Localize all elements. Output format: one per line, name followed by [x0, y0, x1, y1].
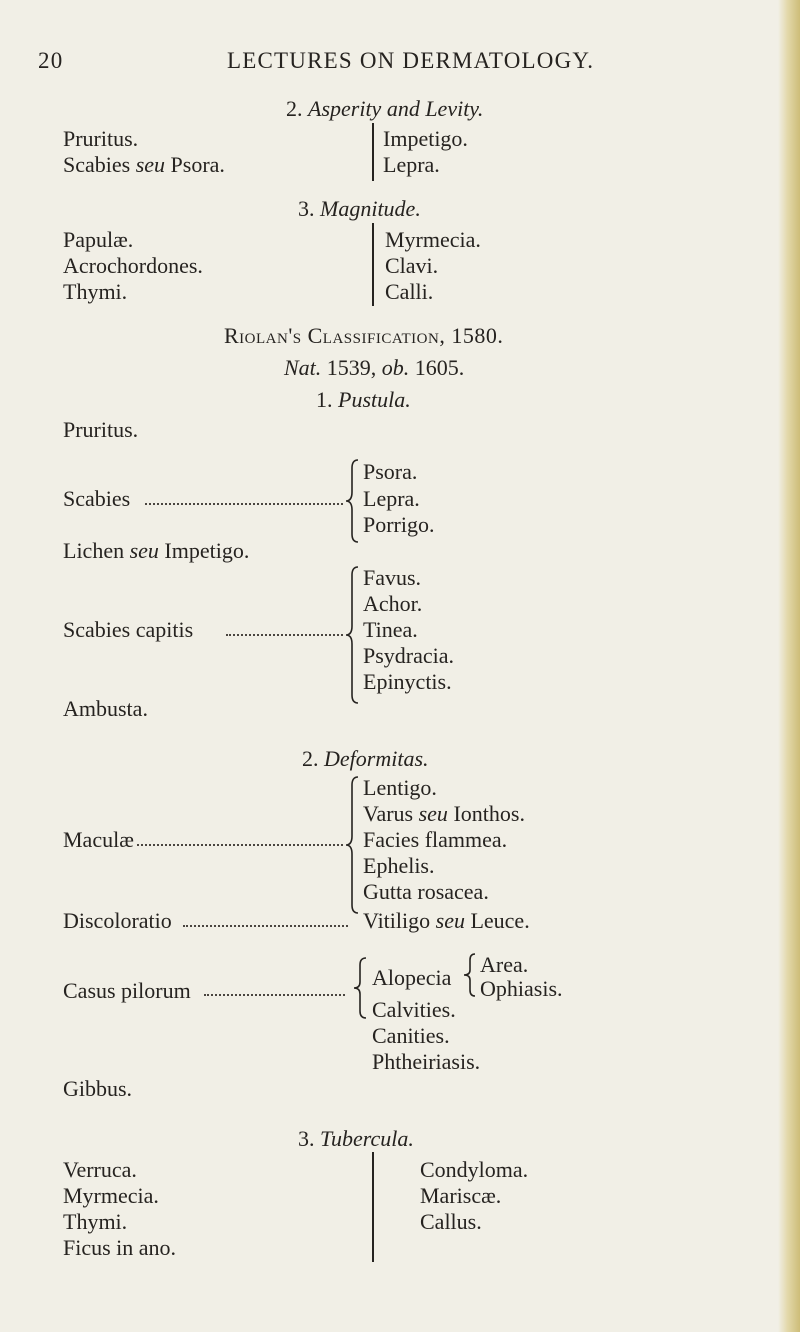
capitis-item-2: Achor.: [363, 591, 423, 616]
maculae-brace: [346, 775, 360, 915]
ambusta-entry: Ambusta.: [63, 696, 148, 721]
magnitude-right-1: Myrmecia.: [385, 227, 481, 252]
asperity-heading: Asperity and Levity.: [308, 96, 484, 121]
lichen-entry: Lichen seu Impetigo.: [63, 538, 250, 563]
maculae-item-2: Varus seu Ionthos.: [363, 801, 525, 826]
scabies-item-2: Lepra.: [363, 486, 420, 511]
tubercula-left-1: Verruca.: [63, 1157, 137, 1182]
casus-brace: [354, 956, 368, 1020]
casus-pilorum-entry: Casus pilorum: [63, 978, 191, 1003]
scabies-item-3: Porrigo.: [363, 512, 435, 537]
deformitas-heading: Deformitas.: [324, 746, 429, 771]
scabies-item-1: Psora.: [363, 459, 418, 484]
maculae-leader: [137, 844, 343, 846]
magnitude-left-2: Acrochordones.: [63, 253, 203, 278]
asperity-left-2: Scabies seu Psora.: [63, 152, 225, 177]
riolan-heading: Riolan's Classification, 1580.: [224, 323, 504, 348]
tubercula-right-2: Mariscæ.: [420, 1183, 502, 1208]
asperity-left-1: Pruritus.: [63, 126, 139, 151]
asperity-title: [286, 98, 483, 120]
capitis-brace: [346, 565, 360, 705]
magnitude-left-1: Papulæ.: [63, 227, 134, 252]
maculae-item-1: Lentigo.: [363, 775, 437, 800]
discoloratio-leader: [183, 925, 348, 927]
alopecia-brace: [464, 952, 476, 998]
pustula-number: 1.: [316, 387, 333, 412]
riolan-dates: Nat. 1539, ob. 1605.: [284, 355, 465, 380]
capitis-item-1: Favus.: [363, 565, 422, 590]
discoloratio-entry: Discoloratio: [63, 908, 172, 933]
maculae-item-3: Facies flammea.: [363, 827, 508, 852]
gibbus-entry: Gibbus.: [63, 1076, 133, 1101]
tubercula-number: 3.: [298, 1126, 315, 1151]
asperity-right-1: Impetigo.: [383, 126, 468, 151]
pruritus-entry: Pruritus.: [63, 417, 139, 442]
casus-leader: [204, 994, 345, 996]
tubercula-right-1: Condyloma.: [420, 1157, 529, 1182]
page-number: 20: [38, 48, 64, 73]
phtheiriasis-entry: Phtheiriasis.: [372, 1049, 481, 1074]
tubercula-left-4: Ficus in ano.: [63, 1235, 177, 1260]
page-edge: [778, 0, 800, 1332]
maculae-item-4: Ephelis.: [363, 853, 435, 878]
alopecia-item-2: Ophiasis.: [480, 976, 563, 1001]
tubercula-left-2: Myrmecia.: [63, 1183, 159, 1208]
asperity-divider: [372, 123, 374, 181]
asperity-right-2: Lepra.: [383, 152, 440, 177]
asperity-number: 2.: [286, 96, 303, 121]
alopecia-entry: Alopecia: [372, 965, 452, 990]
vitiligo-entry: Vitiligo seu Leuce.: [363, 908, 530, 933]
running-title: LECTURES ON DERMATOLOGY.: [227, 48, 595, 73]
maculae-entry: Maculæ: [63, 827, 134, 852]
tubercula-right-3: Callus.: [420, 1209, 482, 1234]
pustula-title: [316, 389, 411, 411]
tubercula-title: [298, 1128, 414, 1150]
deformitas-number: 2.: [302, 746, 319, 771]
pustula-heading: Pustula.: [338, 387, 411, 412]
capitis-item-5: Epinyctis.: [363, 669, 452, 694]
tubercula-left-3: Thymi.: [63, 1209, 128, 1234]
scabies-entry: Scabies: [63, 486, 131, 511]
magnitude-heading: Magnitude.: [320, 196, 421, 221]
calvities-entry: Calvities.: [372, 997, 456, 1022]
scabies-brace: [346, 458, 360, 544]
tubercula-heading: Tubercula.: [320, 1126, 414, 1151]
scabies-leader: [145, 503, 343, 505]
capitis-item-3: Tinea.: [363, 617, 418, 642]
canities-entry: Canities.: [372, 1023, 450, 1048]
magnitude-right-2: Clavi.: [385, 253, 439, 278]
magnitude-right-3: Calli.: [385, 279, 434, 304]
magnitude-left-3: Thymi.: [63, 279, 128, 304]
maculae-item-5: Gutta rosacea.: [363, 879, 489, 904]
tubercula-divider: [372, 1152, 374, 1262]
magnitude-number: 3.: [298, 196, 315, 221]
capitis-item-4: Psydracia.: [363, 643, 455, 668]
deformitas-title: [302, 748, 429, 770]
magnitude-title: [298, 198, 421, 220]
scabies-capitis-entry: Scabies capitis: [63, 617, 194, 642]
alopecia-item-1: Area.: [480, 952, 529, 977]
capitis-leader: [226, 634, 343, 636]
magnitude-divider: [372, 223, 374, 306]
